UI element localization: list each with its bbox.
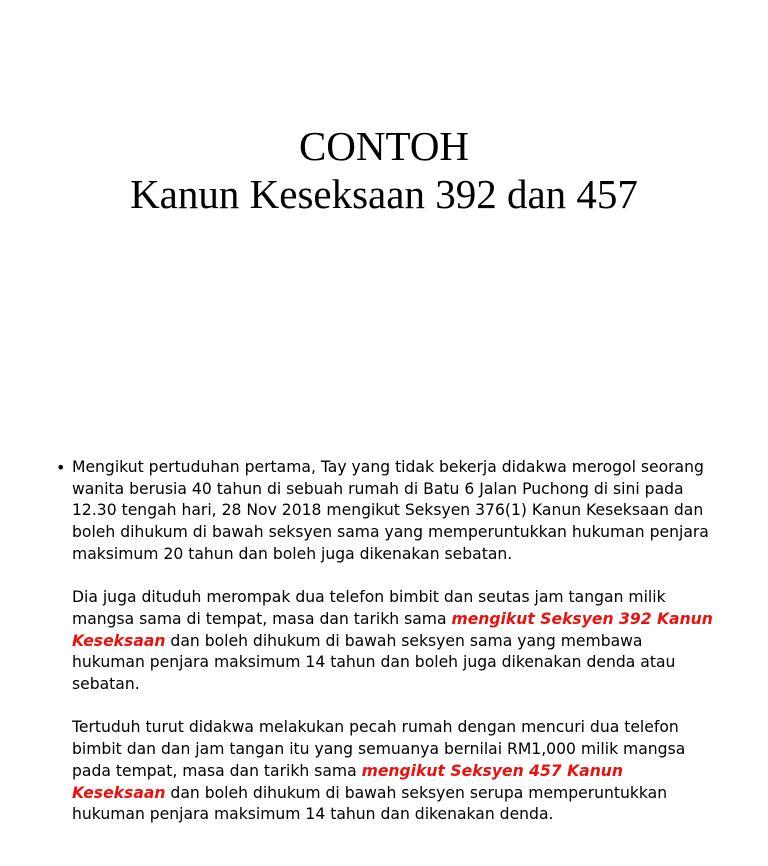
slide-title (0, 122, 768, 218)
paragraph-charge-3 (72, 717, 716, 826)
paragraph-1-text: Mengikut pertuduhan pertama, Tay yang tidak bekerja didakwa merogol seorang wanita berusia 40 tahun di sebuah rumah di Batu 6 Jalan Puchong di sini pada 12.30 tengah hari, 28 Nov 2018 mengikut Seksyen 376(1) Kanun Keseksaan dan boleh dihukum di bawah seksyen sama yang memperuntukkan hukuman penjara maksimum 20 tahun dan boleh juga dikenakan sebatan. (72, 458, 709, 563)
bullet-item (56, 457, 716, 826)
paragraph-3-text-before: Tertuduh turut didakwa melakukan pecah rumah dengan mencuri dua telefon bimbit dan dan jam tangan itu yang semuanya bernilai RM1,000 milik mangsa pada tempat, masa dan tarikh sama (72, 718, 686, 780)
title-line-2: Kanun Keseksaan 392 dan 457 (130, 171, 638, 217)
paragraph-charge-1 (72, 457, 716, 566)
paragraph-2-text-after: dan boleh dihukum di bawah seksyen sama yang membawa hukuman penjara maksimum 14 tahun dan boleh juga dikenakan denda atau sebatan. (72, 631, 676, 694)
paragraph-3-text-after: dan boleh dihukum di bawah seksyen serupa memperuntukkan hukuman penjara maksimum 14 tahun dan dikenakan denda. (72, 783, 668, 824)
paragraph-2-text-before: Dia juga dituduh merompak dua telefon bimbit dan seutas jam tangan milik mangsa sama di tempat, masa dan tarikh sama (72, 588, 666, 628)
highlight-section-392: mengikut Seksyen 392 Kanun Keseksaan (72, 609, 713, 650)
paragraph-charge-2 (72, 587, 716, 696)
slide-body (56, 457, 716, 826)
title-line-1: CONTOH (298, 123, 470, 169)
bullet-icon: • (56, 458, 66, 477)
highlight-section-457: mengikut Seksyen 457 Kanun Keseksaan (72, 761, 624, 802)
